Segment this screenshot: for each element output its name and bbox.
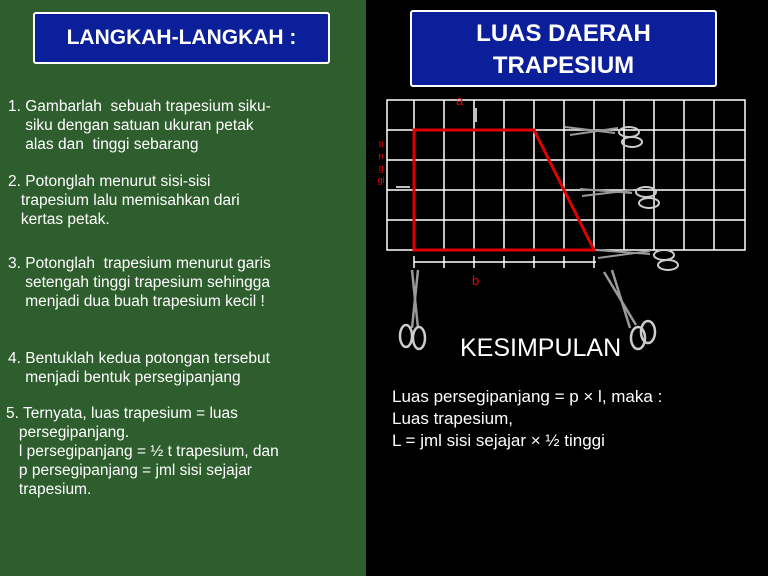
steps-title: LANGKAH-LANGKAH : xyxy=(33,12,330,64)
label-tinggi: tinggi xyxy=(377,139,385,185)
slide-title-line2: TRAPESIUM xyxy=(492,52,635,79)
conclusion-text: Luas persegipanjang = p × l, maka : Luas trapesium, L = jml sisi sejajar × ½ tinggi xyxy=(392,387,663,450)
conclusion-heading: KESIMPULAN xyxy=(460,334,622,362)
step-2: 2. Potonglah menurut sisi-sisi trapesium lalu memisahkan dari kertas petak. xyxy=(8,173,240,228)
slide-title-line1: LUAS DAERAH xyxy=(476,20,651,47)
step-3: 3. Potonglah trapesium menurut garis setengah tinggi trapesium sehingga menjadi dua buah trapesium kecil ! xyxy=(8,255,271,310)
label-b: b xyxy=(472,273,480,288)
step-1: 1. Gambarlah sebuah trapesium siku- siku dengan satuan ukuran petak alas dan tinggi sebarang xyxy=(8,98,271,153)
label-a: a xyxy=(456,93,464,108)
scissors-icon xyxy=(596,250,678,270)
scissors-icon xyxy=(400,270,425,349)
step-5: 5. Ternyata, luas trapesium = luas persegipanjang. l persegipanjang = ½ t trapesium, dan p persegipanjang = jml sisi sejajar trapesium. xyxy=(6,405,279,498)
grid-paper xyxy=(387,100,745,250)
step-4: 4. Bentuklah kedua potongan tersebut menjadi bentuk persegipanjang xyxy=(8,350,270,386)
